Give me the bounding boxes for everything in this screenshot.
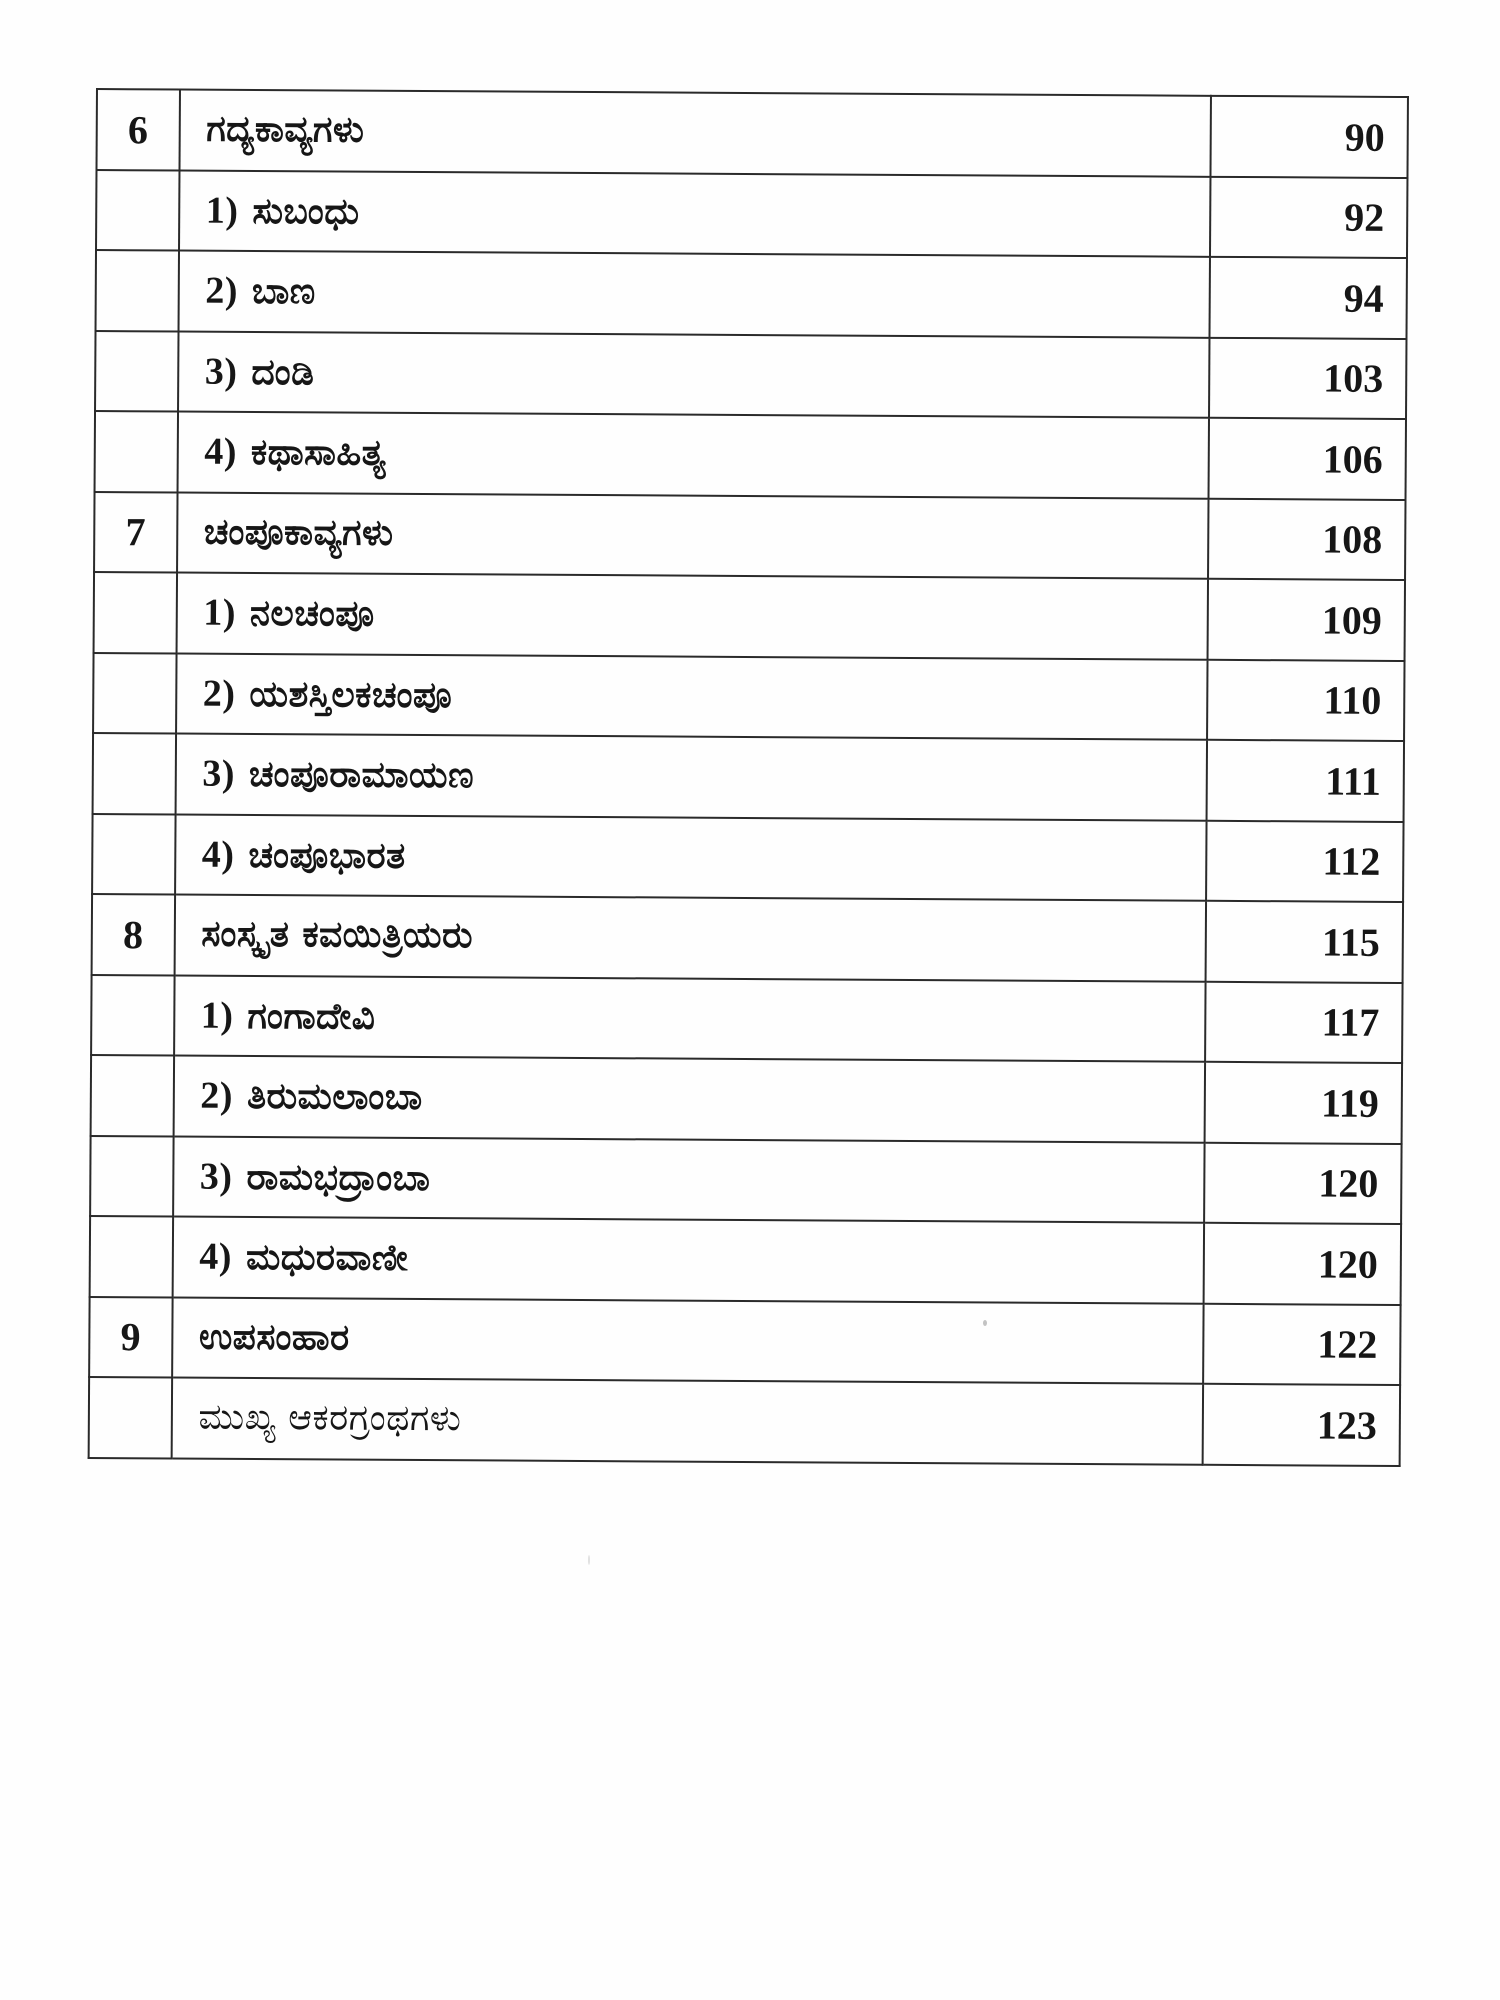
toc-section-row <box>94 572 1405 661</box>
section-title <box>179 170 1210 257</box>
page-number: 90 <box>1210 96 1408 178</box>
toc-chapter-row <box>92 894 1403 983</box>
chapter-number <box>89 1377 172 1458</box>
section-title-text: ಯಶಸ್ತಿಲಕಚಂಪೂ <box>249 673 453 716</box>
section-number: 3) <box>204 350 238 393</box>
chapter-number <box>91 1055 174 1136</box>
page-number: 108 <box>1208 498 1406 580</box>
chapter-title-text: ಚಂಪೂಕಾವ್ಯಗಳು <box>203 511 394 554</box>
page-number: 106 <box>1208 418 1406 500</box>
chapter-number <box>96 170 179 251</box>
chapter-number <box>95 331 178 412</box>
chapter-title <box>174 894 1205 981</box>
section-number: 3) <box>199 1155 233 1198</box>
chapter-number <box>95 411 178 492</box>
page-number: 92 <box>1209 176 1407 258</box>
section-title <box>172 1216 1203 1303</box>
page-number: 120 <box>1204 1142 1402 1224</box>
page-number: 94 <box>1209 257 1407 339</box>
chapter-number <box>93 652 176 733</box>
toc-section-row <box>96 170 1407 259</box>
section-title-text: ಬಾಣ <box>251 271 316 313</box>
chapter-number <box>96 250 179 331</box>
section-title <box>178 331 1209 418</box>
toc-bibliography-row <box>89 1377 1400 1466</box>
section-title <box>173 1055 1204 1142</box>
chapter-number <box>90 1135 173 1216</box>
bibliography-title-text: ಮುಖ್ಯ ಆಕರಗ್ರಂಥಗಳು <box>198 1396 462 1440</box>
section-title <box>178 251 1209 338</box>
section-title <box>176 653 1207 740</box>
scan-speck <box>588 1555 590 1565</box>
chapter-number: 8 <box>92 894 175 975</box>
table-of-contents <box>88 88 1409 1466</box>
chapter-number: 6 <box>97 89 180 170</box>
bibliography-title <box>171 1377 1202 1464</box>
toc-section-row <box>92 813 1403 902</box>
page-number: 111 <box>1206 740 1404 822</box>
toc-chapter-row <box>89 1296 1400 1385</box>
toc-section-row <box>90 1135 1401 1224</box>
section-title-text: ಮಧುರವಾಣೀ <box>245 1237 409 1280</box>
chapter-number <box>92 813 175 894</box>
section-title-text: ಚಂಪೂರಾಮಾಯಣ <box>248 754 475 797</box>
page-number: 119 <box>1204 1062 1402 1144</box>
section-number: 3) <box>202 752 236 796</box>
section-title-text: ಚಂಪೂಭಾರತ <box>248 834 406 877</box>
toc-section-row <box>95 411 1406 500</box>
section-title-text: ದಂಡಿ <box>251 351 315 394</box>
page-number: 117 <box>1205 981 1403 1063</box>
chapter-title <box>179 90 1210 177</box>
section-number: 1) <box>200 994 234 1037</box>
toc-section-row <box>93 733 1404 822</box>
section-number: 4) <box>201 833 235 876</box>
section-title <box>173 1136 1204 1223</box>
page-number: 120 <box>1203 1223 1401 1305</box>
page-number: 109 <box>1207 579 1405 661</box>
section-title <box>175 814 1206 901</box>
chapter-title <box>172 1297 1203 1384</box>
section-title <box>177 412 1208 499</box>
chapter-number: 7 <box>94 491 177 572</box>
chapter-title <box>177 492 1208 579</box>
page-number: 115 <box>1205 901 1403 983</box>
page-number: 112 <box>1206 820 1404 902</box>
toc-section-row <box>90 1216 1401 1305</box>
section-number: 2) <box>205 269 239 313</box>
section-title <box>174 975 1205 1062</box>
page-number: 123 <box>1202 1384 1400 1466</box>
toc-section-row <box>95 331 1406 420</box>
chapter-number <box>91 974 174 1055</box>
section-number: 2) <box>202 672 236 715</box>
page-number: 110 <box>1207 659 1405 741</box>
chapter-title-text: ಉಪಸಂಹಾರ <box>198 1316 350 1359</box>
section-number: 4) <box>199 1235 233 1279</box>
chapter-title-text: ಸಂಸ್ಕೃತ ಕವಯಿತ್ರಿಯರು <box>201 913 474 957</box>
section-number: 1) <box>203 591 237 635</box>
section-title <box>176 573 1207 660</box>
chapter-number <box>94 572 177 653</box>
section-title-text: ರಾಮಭದ್ರಾಂಬಾ <box>246 1156 431 1199</box>
section-title-text: ತಿರುಮಲಾಂಬಾ <box>246 1076 423 1119</box>
section-title-text: ನಲಚಂಪೂ <box>249 593 375 635</box>
toc-section-row <box>96 250 1407 339</box>
section-title-text: ಕಥಾಸಾಹಿತ್ಯ <box>250 432 387 475</box>
toc-chapter-row <box>94 491 1405 580</box>
chapter-number <box>93 733 176 814</box>
section-number: 4) <box>204 430 238 474</box>
toc-section-row <box>93 652 1404 741</box>
section-title-text: ಸುಬಂಧು <box>252 190 360 233</box>
page-number: 103 <box>1209 337 1407 419</box>
chapter-title-text: ಗದ್ಯಕಾವ್ಯಗಳು <box>206 108 365 151</box>
toc-section-row <box>91 974 1402 1063</box>
chapter-number <box>90 1216 173 1297</box>
scan-speck <box>983 1320 987 1326</box>
toc-section-row <box>91 1055 1402 1144</box>
chapter-number: 9 <box>89 1296 172 1377</box>
toc-chapter-row <box>97 89 1408 178</box>
page-number: 122 <box>1203 1303 1401 1385</box>
section-title-text: ಗಂಗಾದೇವಿ <box>247 995 376 1038</box>
section-number: 1) <box>205 189 239 232</box>
section-number: 2) <box>200 1074 234 1118</box>
section-title <box>175 733 1206 820</box>
